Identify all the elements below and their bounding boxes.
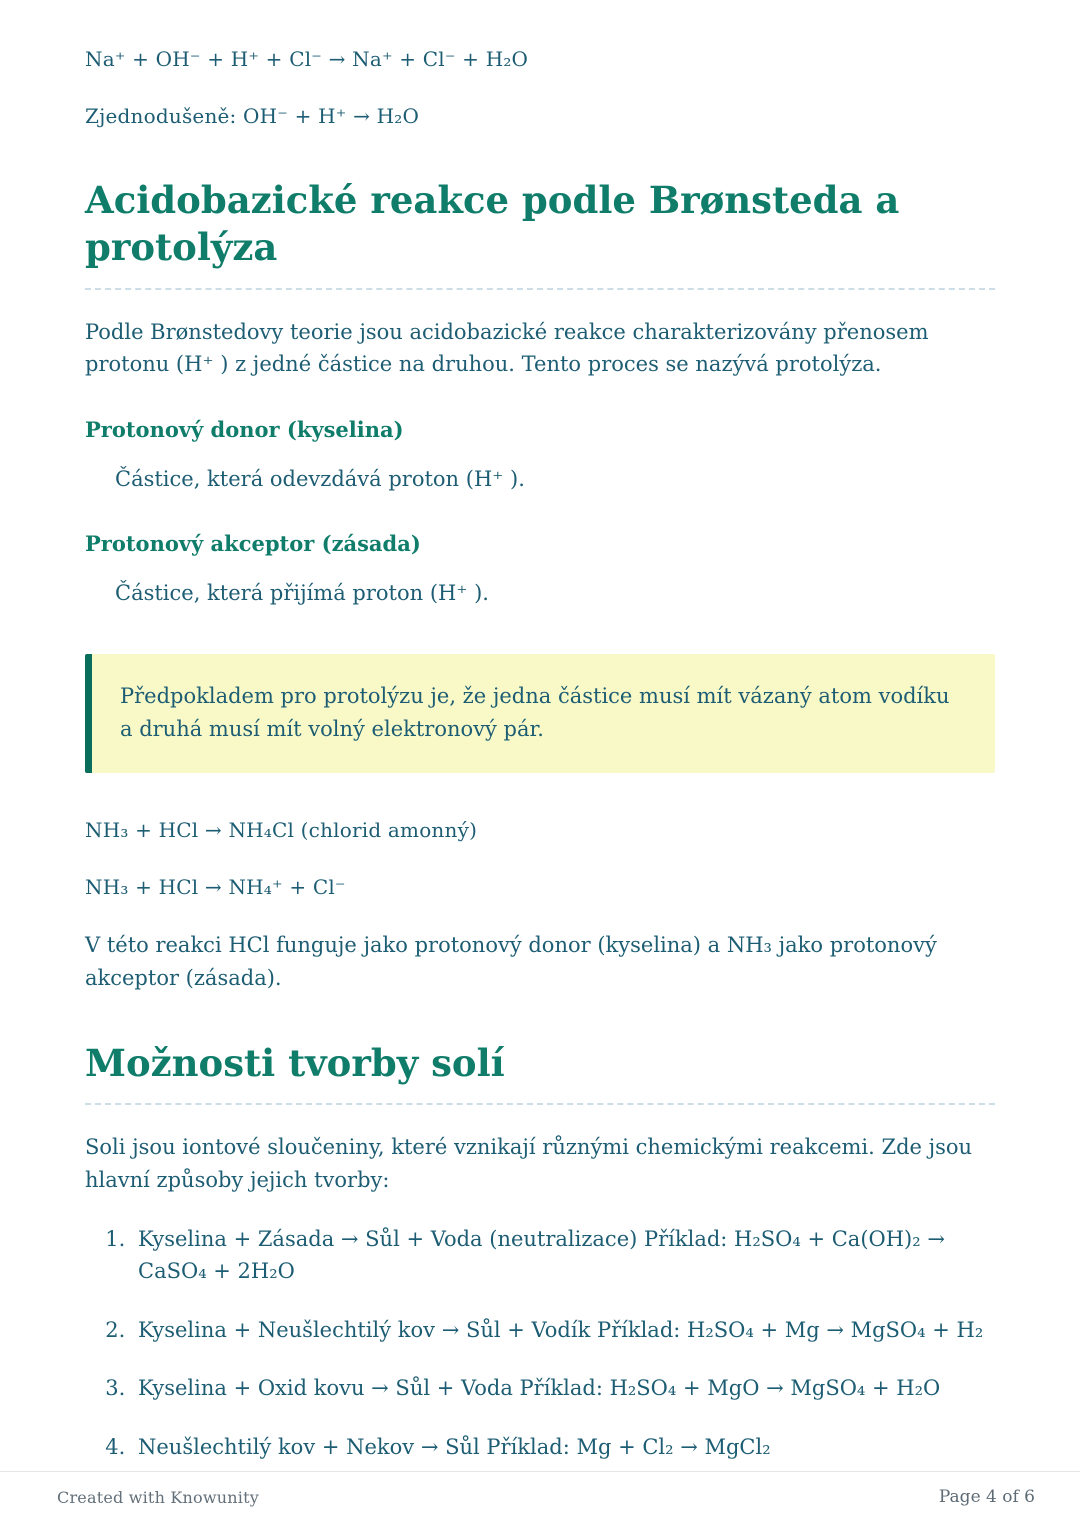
salt-formation-list xyxy=(85,1223,995,1464)
section-heading-salts: Možnosti tvorby solí xyxy=(85,1040,995,1105)
equation-neutralization-simplified: Zjednodušeně: OH⁻ + H⁺ → H₂O xyxy=(85,104,420,128)
salt-formation-item-acid-metal: 2. Kyselina + Neušlechtilý kov → Sůl + Vodík Příklad: H₂SO₄ + Mg → MgSO₄ + H₂ xyxy=(132,1314,995,1347)
section-heading-bronsted: Acidobazické reakce podle Brønsteda a protolýza xyxy=(85,177,995,290)
term-proton-acceptor: Protonový akceptor (zásada) xyxy=(85,531,421,557)
bronsted-note-paragraph: V této reakci HCl funguje jako protonový donor (kyselina) a NH₃ jako protonový akceptor (zásada). xyxy=(85,933,937,990)
salt-formation-item-metal-nonmetal: 4. Neušlechtilý kov + Nekov → Sůl Příklad: Mg + Cl₂ → MgCl₂ xyxy=(132,1431,995,1464)
salts-intro-paragraph: Soli jsou iontové sloučeniny, které vznikají různými chemickými reakcemi. Zde jsou hlavní způsoby jejich tvorby: xyxy=(85,1135,973,1192)
salt-formation-item-acid-oxide: 3. Kyselina + Oxid kovu → Sůl + Voda Příklad: H₂SO₄ + MgO → MgSO₄ + H₂O xyxy=(132,1372,995,1405)
salt-formation-item-neutralization: 1. Kyselina + Zásada → Sůl + Voda (neutralizace) Příklad: H₂SO₄ + Ca(OH)₂ → CaSO₄ + 2H₂O xyxy=(132,1223,995,1288)
equation-nh3-hcl-product: NH₃ + HCl → NH₄Cl (chlorid amonný) xyxy=(85,818,478,842)
page-footer xyxy=(0,1471,1080,1527)
equation-nh3-hcl-ions: NH₃ + HCl → NH₄⁺ + Cl⁻ xyxy=(85,875,346,899)
definition-proton-acceptor: Částice, která přijímá proton (H⁺ ). xyxy=(115,581,489,606)
bronsted-intro-paragraph: Podle Brønstedovy teorie jsou acidobazické reakce charakterizovány přenosem protonu (H⁺ ) z jedné částice na druhou. Tento proces se nazývá protolýza. xyxy=(85,319,929,377)
callout-text: Předpokladem pro protolýzu je, že jedna částice musí mít vázaný atom vodíku a druhá musí mít volný elektronový pár. xyxy=(120,683,950,742)
equation-neutralization-full: Na⁺ + OH⁻ + H⁺ + Cl⁻ → Na⁺ + Cl⁻ + H₂O xyxy=(85,47,529,71)
definition-proton-donor: Částice, která odevzdává proton (H⁺ ). xyxy=(115,466,525,491)
footer-page-number: Page 4 of 6 xyxy=(938,1487,1035,1507)
protolysis-highlight-callout xyxy=(85,654,995,773)
footer-branding: Created with Knowunity xyxy=(57,1487,259,1507)
term-proton-donor: Protonový donor (kyselina) xyxy=(85,416,404,442)
